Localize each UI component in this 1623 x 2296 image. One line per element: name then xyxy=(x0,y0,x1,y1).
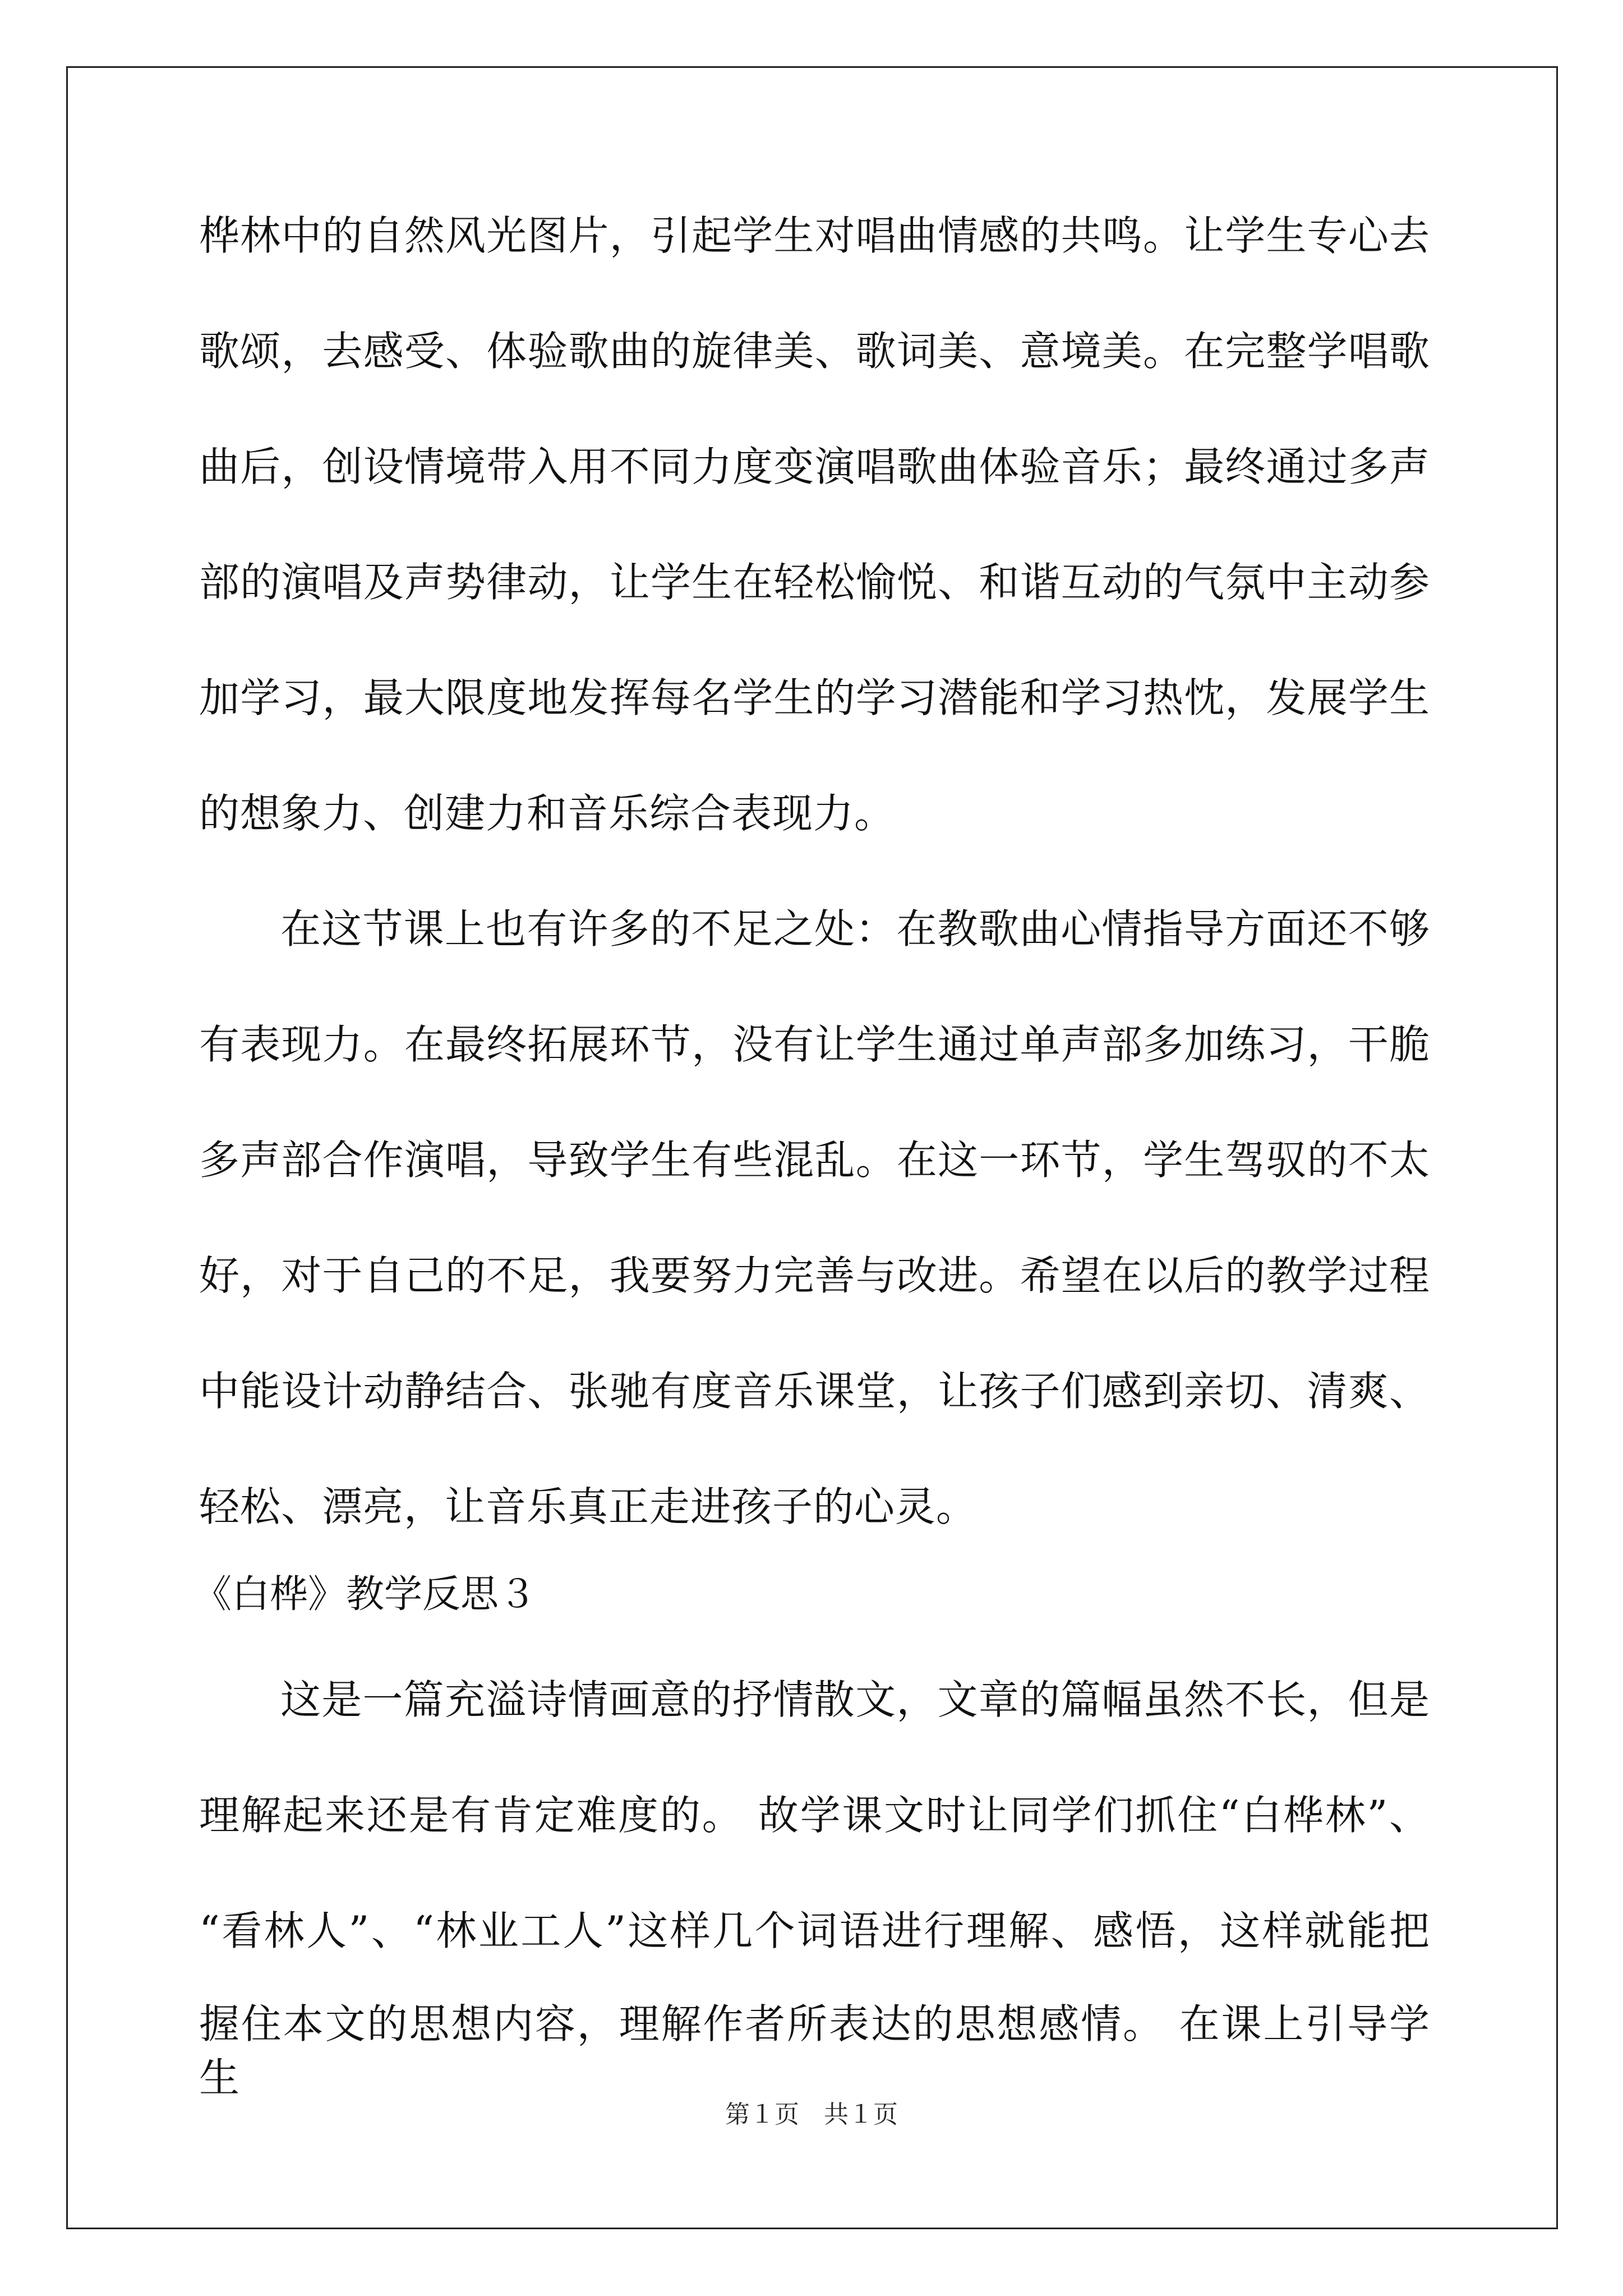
paragraph-1-line-4: 部的演唱及声势律动，让学生在轻松愉悦、和谐互动的气氛中主动参 xyxy=(199,559,1430,606)
paragraph-2-line-6: 轻松、漂亮，让音乐真正走进孩子的心灵。 xyxy=(199,1483,978,1530)
paragraph-1-line-3: 曲后，创设情境带入用不同力度变演唱歌曲体验音乐；最终通过多声 xyxy=(199,443,1430,490)
paragraph-1-line-1: 桦林中的自然风光图片，引起学生对唱曲情感的共鸣。让学生专心去 xyxy=(199,212,1430,259)
paragraph-2-line-3: 多声部合作演唱，导致学生有些混乱。在这一环节，学生驾驭的不太 xyxy=(199,1137,1430,1184)
paragraph-3-line-4: 握住本文的思想内容，理解作者所表达的思想感情。 在课上引导学生 xyxy=(199,2000,1430,2101)
paragraph-3-line-3: “看林人”、“林业工人”这样几个词语进行理解、感悟，这样就能把 xyxy=(199,1907,1430,1954)
paragraph-2-line-1: 在这节课上也有许多的不足之处：在教歌曲心情指导方面还不够 xyxy=(280,905,1430,953)
paragraph-1-line-5: 加学习，最大限度地发挥每名学生的学习潜能和学习热忱，发展学生 xyxy=(199,674,1430,721)
paragraph-2-line-2: 有表现力。在最终拓展环节，没有让学生通过单声部多加练习，干脆 xyxy=(199,1021,1430,1068)
page-footer: 第１页 共１页 xyxy=(725,2100,898,2129)
paragraph-3-line-2: 理解起来还是有肯定难度的。 故学课文时让同学们抓住“白桦林”、 xyxy=(199,1792,1430,1839)
paragraph-1-line-2: 歌颂，去感受、体验歌曲的旋律美、歌词美、意境美。在完整学唱歌 xyxy=(199,328,1430,375)
section-heading: 《白桦》教学反思３ xyxy=(193,1572,537,1617)
paragraph-3-line-1: 这是一篇充溢诗情画意的抒情散文，文章的篇幅虽然不长，但是 xyxy=(280,1676,1430,1723)
paragraph-2-line-4: 好，对于自己的不足，我要努力完善与改进。希望在以后的教学过程 xyxy=(199,1252,1430,1299)
paragraph-2-line-5: 中能设计动静结合、张驰有度音乐课堂，让孩子们感到亲切、清爽、 xyxy=(199,1368,1430,1415)
paragraph-1-line-6: 的想象力、创建力和音乐综合表现力。 xyxy=(199,790,896,837)
